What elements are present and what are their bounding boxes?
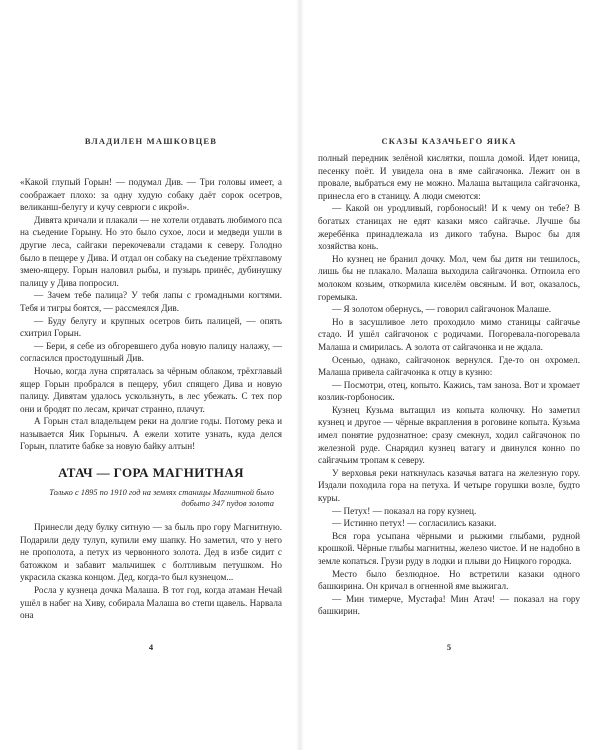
right-paragraph: — Мин тимерче, Мустафа! Мин Атач! — показал на гору башкирин. [318, 593, 580, 617]
right-paragraph: Вся гора усыпана чёрными и рыжими глыбами, рудной крошкой. Чёрные глыбы магнитны, железо чистое. И не надобно в земле копаться. Грузи руду в лодки и плыви до Ницкого городка. [318, 530, 580, 566]
right-paragraph: Но в засушливое лето проходило мимо станицы сайгачье стадо. И ушёл сайгачонок с родичами. Погоревала-погоревала Малаша и смирилась. А золота от сайгачонка и не ждала. [318, 316, 580, 352]
right-paragraph: Кузнец Кузьма вытащил из копыта колючку. Но заметил кузнец и другое — чёрные вкрапления в роговине копыта. Кузьма имел понятие рудознатное: сразу смекнул, ходил сайгачонок по железной руде. Снарядил кузнец ватагу и двинулся конно по сайгачьим тропам к северу. [318, 404, 580, 466]
right-paragraph: Место было безлюдное. Но встретили казаки одного башкирина. Он кричал в огненной яме выжигал. [318, 568, 580, 592]
right-paragraph: — Какой он уродливый, горбоносый! И к чему он тебе? В богатых станицах не едят казаки мясо сайгачье. Лучше бы жеребёнка принадлежала из дикого табуна. Вырос бы для хозяйства конь. [318, 203, 580, 252]
right-paragraph: — Истинно петух! — согласились казаки. [332, 518, 497, 529]
right-body-text [318, 152, 580, 618]
right-paragraph: полный передник зелёной кислятки, пошла домой. Идет юница, песенку поёт. И увидела она в яме сайгачонка. Лежит он в провале, выбраться ему не можно. Малаша вытащила сайгачонка, принесла его в станицу. А люди смеются: [318, 153, 580, 201]
left-paragraph: «Какой глупый Горын! — подумал Див. — Три головы имеет, а соображает плохо: за одну худую собаку даёт сорок осетров, великанш-белугу и кучу севрюги с икрой». [20, 177, 282, 213]
right-page-number: 5 [446, 642, 452, 652]
right-paragraph: Но кузнец не бранил дочку. Мол, чем бы дитя ни тешилось, лишь бы не плакало. Малаша выходила сайгачонка. Отпоила его молоком козьим, откормила киселём овсяным. И вот, оказалось, горемыка. [318, 253, 580, 302]
right-paragraph: У верховья реки наткнулась казачья ватага на железную гору. Издали походила гора на петуха. И четыре горушки возле, будто куры. [318, 467, 580, 504]
left-page-number: 4 [148, 642, 154, 652]
left-paragraph: Принесли деду булку ситную — за быль про гору Магнитную. Подарили деду тулуп, купили ему шапку. Но заметил, что у него не прополота, а петух из червонного золота. Дед в избе сидит с батожком и забавит мальчишек с болтливым петушком. Но украсила сказка концом. Дед, когда-то был кузнецом... [20, 522, 282, 583]
left-paragraph: Ночью, когда луна спряталась за чёрным облаком, трёхглавый ящер Горын пробрался в пещеру, убил спящего Дива и новую палицу. Дивятам удалось ускользнуть, в лес убежать. С тех пор они и бродят по лесам, кричат странно, плачут. [20, 365, 282, 414]
right-running-head: СКАЗЫ КАЗАЧЬЕГО ЯИКА [381, 136, 517, 146]
left-paragraph: Росла у кузнеца дочка Малаша. В тот год, когда атаман Нечай ушёл в набег на Хиву, собирала Малаша во степи щавель. Нарвала она [20, 585, 282, 621]
chapter-epigraph: Только с 1895 по 1910 год на землях станицы Магнитной было добыто 347 пудов золота [49, 488, 274, 509]
right-page [318, 0, 580, 750]
right-paragraph: — Петух! — показал на гору кузнец. [332, 505, 477, 516]
right-paragraph: — Я золотом обернусь, — говорил сайгачонок Малаше. [332, 304, 552, 315]
left-paragraph: Дивята кричали и плакали — не хотели отдавать любимого пса на съедение Горыну. Но это было сухое, лоси и медведи ушли в другие леса, сайгаки перекочевали стадами к северу. Голодно было в пещере у Дива. И отдал он собаку на съедение трёхглавому змею-ящеру. Горын наловил рыбы, и пузырь принёс, дубинушку палицу у Дива попросил. [20, 214, 282, 288]
left-page [20, 0, 282, 750]
left-paragraph: — Буду белугу и крупных осетров бить палицей, — опять схитрил Горын. [20, 315, 282, 339]
left-paragraph: — Зачем тебе палица? У тебя лапы с громадными когтями. Тебя и тигры боятся, — рассмеялся Див. [20, 290, 282, 313]
chapter-title: АТАЧ — ГОРА МАГНИТНАЯ [58, 465, 244, 481]
left-paragraph: А Горын стал владельцем реки на долгие годы. Потому река и называется Яик Горыныч. А ежели хотите узнать, куда делся Горын, платите бабке за новую байку алтын! [20, 416, 282, 452]
right-paragraph: Осенью, однако, сайгачонок вернулся. Где-то он охромел. Малаша привела сайгачонка к отцу в кузню: [318, 354, 580, 378]
left-paragraph: — Бери, я себе из обгоревшего дуба новую палицу налажу, — согласился простодушный Див. [20, 340, 282, 364]
right-paragraph: — Посмотри, отец, копыто. Кажись, там заноза. Вот и хромает козлик-горбоносик. [318, 379, 580, 403]
left-running-head: ВЛАДИЛЕН МАШКОВЦЕВ [84, 136, 218, 146]
book-gutter [296, 0, 304, 750]
left-body-text [20, 176, 282, 622]
